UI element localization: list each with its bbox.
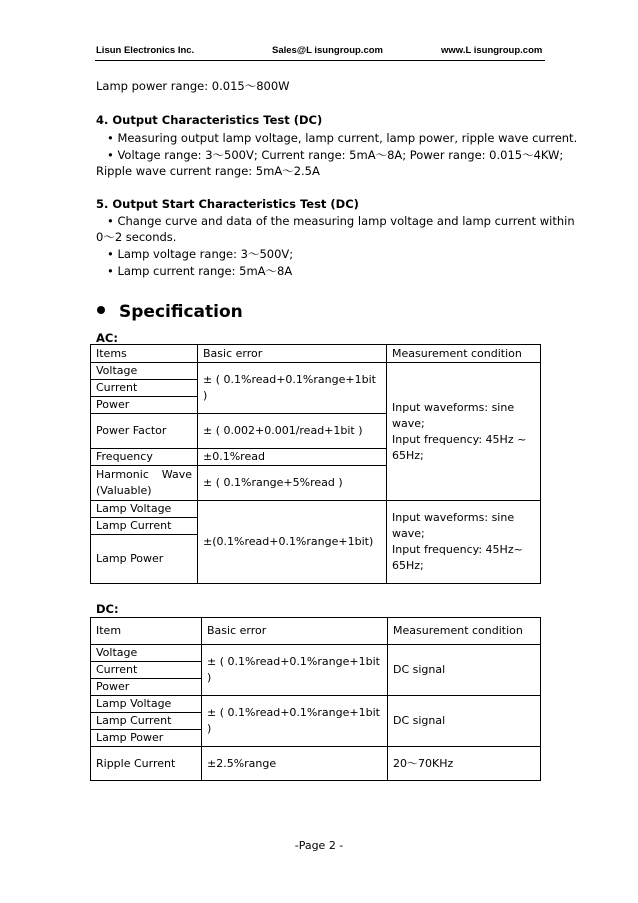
dc-header-measurement-condition: Measurement condition (388, 618, 541, 645)
ac-item-power: Power (91, 397, 198, 414)
dc-condition-ripple: 20～70KHz (388, 747, 541, 781)
ac-error-vip: ± ( 0.1%read+0.1%range+1bit ) (198, 363, 387, 414)
section-4-bullet-1: • Measuring output lamp voltage, lamp current, lamp power, ripple wave current. (107, 131, 578, 145)
section-5-bullet-1-cont: 0～2 seconds. (96, 230, 177, 244)
section-5-bullet-1: • Change curve and data of the measuring lamp voltage and lamp current within (107, 214, 575, 228)
dc-item-lamp-power: Lamp Power (91, 730, 202, 747)
lamp-power-range: Lamp power range: 0.015～800W (96, 79, 290, 93)
ac-item-harmonic-wave: Harmonic Wave (Valuable) (91, 466, 198, 501)
ac-item-power-factor: Power Factor (91, 414, 198, 449)
ac-error-frequency: ±0.1%read (198, 449, 387, 466)
page-number: -Page 2 - (294, 839, 344, 852)
ac-error-lamp: ±(0.1%read+0.1%range+1bit) (198, 501, 387, 584)
ac-item-current: Current (91, 380, 198, 397)
dc-item-lamp-current: Lamp Current (91, 713, 202, 730)
ac-header-items: Items (91, 345, 198, 363)
dc-condition-2: DC signal (388, 696, 541, 747)
dc-item-current: Current (91, 662, 202, 679)
ac-label: AC: (96, 331, 118, 345)
dc-item-lamp-voltage: Lamp Voltage (91, 696, 202, 713)
header-website: www.L isungroup.com (441, 45, 543, 56)
section-4-heading: 4. Output Characteristics Test (DC) (96, 113, 323, 127)
bullet-dot-icon (97, 306, 105, 314)
dc-header-item: Item (91, 618, 202, 645)
dc-error-ripple: ±2.5%range (202, 747, 388, 781)
ac-condition-1: Input waveforms: sine wave; Input frequency: 45Hz ~ 65Hz; (387, 363, 541, 501)
dc-header-basic-error: Basic error (202, 618, 388, 645)
dc-condition-1: DC signal (388, 645, 541, 696)
ac-header-basic-error: Basic error (198, 345, 387, 363)
ac-item-frequency: Frequency (91, 449, 198, 466)
ac-error-harmonic: ± ( 0.1%range+5%read ) (198, 466, 387, 501)
ac-header-measurement-condition: Measurement condition (387, 345, 541, 363)
section-5-heading: 5. Output Start Characteristics Test (DC) (96, 197, 359, 211)
dc-error-lamp: ± ( 0.1%read+0.1%range+1bit ) (202, 696, 388, 747)
ac-item-lamp-voltage: Lamp Voltage (91, 501, 198, 518)
dc-error-vip: ± ( 0.1%read+0.1%range+1bit ) (202, 645, 388, 696)
header-email: Sales@L isungroup.com (272, 45, 383, 56)
section-4-bullet-2: • Voltage range: 3～500V; Current range: 5mA～8A; Power range: 0.015～4KW; (107, 148, 564, 162)
dc-spec-table (90, 617, 541, 781)
specification-heading: Specification (97, 302, 243, 322)
ac-item-voltage: Voltage (91, 363, 198, 380)
dc-item-power: Power (91, 679, 202, 696)
section-5-bullet-2: • Lamp voltage range: 3～500V; (107, 247, 294, 261)
section-4-bullet-2-cont: Ripple wave current range: 5mA～2.5A (96, 164, 320, 178)
dc-label: DC: (96, 602, 119, 616)
dc-item-ripple-current: Ripple Current (91, 747, 202, 781)
header-rule (95, 60, 545, 61)
ac-error-power-factor: ± ( 0.002+0.001/read+1bit ) (198, 414, 387, 449)
ac-condition-2: Input waveforms: sine wave; Input frequency: 45Hz~ 65Hz; (387, 501, 541, 584)
section-5-bullet-3: • Lamp current range: 5mA～8A (107, 264, 293, 278)
header-company: Lisun Electronics Inc. (96, 45, 195, 56)
ac-item-lamp-current: Lamp Current (91, 518, 198, 535)
dc-item-voltage: Voltage (91, 645, 202, 662)
ac-item-lamp-power: Lamp Power (91, 535, 198, 584)
ac-spec-table (90, 344, 541, 584)
